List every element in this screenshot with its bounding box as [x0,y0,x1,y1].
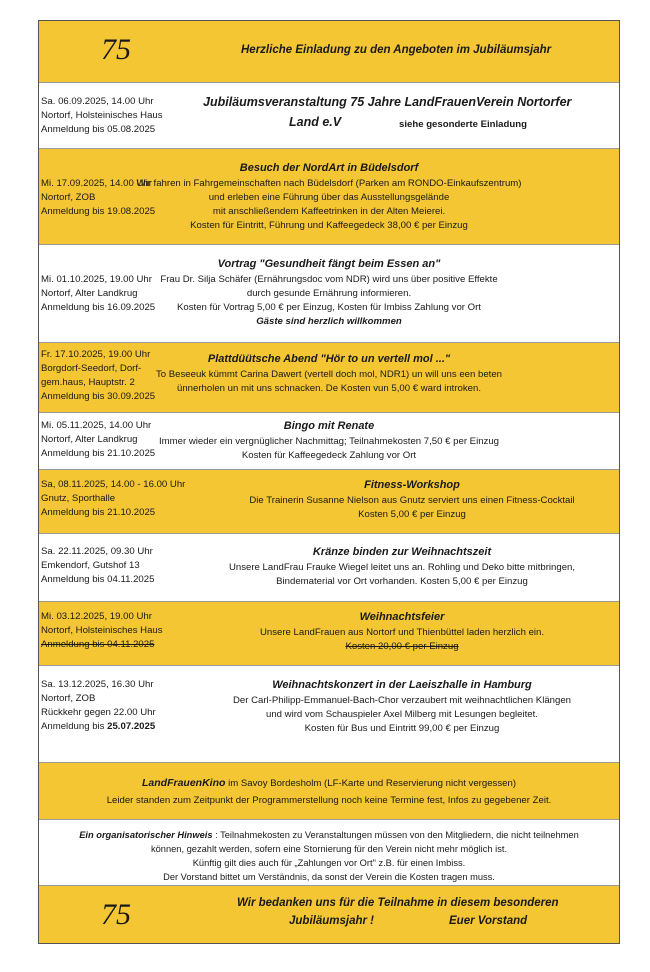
event-line: Die Trainerin Susanne Nielson aus Gnutz serviert uns einen Fitness-Cocktail [249,495,575,506]
event-line: To Beseeuk kümmt Carina Dawert (vertell doch mol, NDR1) un will uns een beten [155,369,503,380]
event-location: Nortorf, Alter Landkrug [41,434,138,445]
event-row [39,534,619,602]
event-line: Kosten für Bus und Eintritt 99,00 € per Einzug [304,723,500,734]
hint-section [39,820,619,886]
event-registration: Anmeldung bis 21.10.2025 [41,507,156,518]
header-banner [39,21,619,83]
event-details [41,545,201,587]
event-line: Immer wieder ein vergnüglicher Nachmittag; Teilnahmekosten 7,50 € per Einzug [158,436,500,447]
event-line: ünnerholen un mit uns schnacken. De Kosten vun 5,00 € ward introken. [177,383,481,394]
kino-details: im Savoy Bordesholm (LF-Karte und Reservierung nicht vergessen) [225,778,517,789]
event-date: Fr. 17.10.2025, 19.00 Uhr [41,349,151,360]
event-row [39,666,619,763]
footer-anniversary-year: Jubiläumsjahr ! [289,915,374,927]
event-date: Sa, 08.11.2025, 14.00 - 16.00 Uhr [41,479,186,490]
event-location: Nortorf, Holsteinisches Haus [41,110,163,121]
event-location: Emkendorf, Gutshof 13 [41,560,140,571]
hint-label: Ein organisatorischer Hinweis [79,830,213,840]
event-row [39,413,619,470]
event-description [189,678,615,736]
event-description [43,257,615,329]
event-date: Mi. 03.12.2025, 19.00 Uhr [41,611,152,622]
event-line: Kosten für Eintritt, Führung und Kaffeegedeck 38,00 € per Einzug [190,220,468,231]
hint-line: Künftig gilt dies auch für „Zahlungen vor Ort" z.B. für einen Imbiss. [192,858,466,868]
event-title: Vortrag "Gesundheit fängt beim Essen an" [217,258,441,270]
event-line: Bindematerial vor Ort vorhanden. Kosten 5,00 € per Einzug [276,576,528,587]
event-date: Mi. 01.10.2025, 19.00 Uhr [41,274,152,285]
event-line: Der Carl-Philipp-Emmanuel-Bach-Chor verzaubert mit weihnachtlichen Klängen [232,695,572,706]
footer-banner [39,886,619,944]
event-description [43,352,615,396]
event-date: Sa. 13.12.2025, 16.30 Uhr [41,679,154,690]
event-location: Gnutz, Sporthalle [41,493,116,504]
event-location: Borgdorf-Seedorf, Dorf- [41,363,142,374]
event-row [39,245,619,343]
anniversary-number: 75 [101,33,131,66]
hint-text [43,828,615,884]
event-registration: Anmeldung bis 04.11.2025 [41,639,155,650]
event-details [41,610,201,652]
event-row [39,343,619,413]
event-note: siehe gesonderte Einladung [399,119,527,130]
event-details [41,678,201,734]
event-line: Unsere LandFrau Frauke Wiegel leitet uns an. Rohling und Deko bitte mitbringen, [228,562,576,573]
event-registration: Anmeldung bis 16.09.2025 [41,302,156,313]
event-line: Wir fahren in Fahrgemeinschaften nach Büdelsdorf (Parken am RONDO-Einkaufszentrum) [136,178,522,189]
header-title: Herzliche Einladung zu den Angeboten im Jubiläumsjahr [241,44,552,56]
footer-thanks: Wir bedanken uns für die Teilnahme in diesem besonderen [237,897,559,909]
event-date: Mi. 05.11.2025, 14.00 Uhr [41,420,152,431]
event-guests-note: Gäste sind herzlich willkommen [256,316,402,327]
event-date: Sa. 06.09.2025, 14.00 Uhr [41,96,154,107]
event-title: Kränze binden zur Weihnachtszeit [312,546,492,558]
footer-signature: Euer Vorstand [449,915,528,927]
event-registration: Anmeldung bis 19.08.2025 [41,206,156,217]
event-line: und erleben eine Führung über das Ausstellungsgelände [208,192,450,203]
event-date: Sa. 22.11.2025, 09.30 Uhr [41,546,153,557]
event-title: Weihnachtskonzert in der Laeiszhalle in Hamburg [272,679,532,691]
event-line: Kosten für Vortrag 5,00 € per Einzug, Kosten für Imbiss Zahlung vor Ort [177,302,481,313]
event-location: Nortorf, Alter Landkrug [41,288,138,299]
event-description [189,545,615,589]
registration-prefix: Anmeldung bis [41,721,108,732]
event-title: Weihnachtsfeier [359,611,445,623]
event-line: und wird vom Schauspieler Axel Milberg mit Lesungen begleitet. [266,709,538,720]
event-line: Unsere LandFrauen aus Nortorf und Thienbüttel laden herzlich ein. [259,627,545,638]
event-title: Bingo mit Renate [283,420,375,432]
event-line: Kosten 20,00 € per Einzug [345,641,459,652]
event-location: Nortorf, ZOB [41,192,96,203]
event-line: Kosten für Kaffeegedeck Zahlung vor Ort [241,450,417,461]
event-registration [41,720,201,734]
event-row [39,83,619,149]
event-registration: Anmeldung bis 30.09.2025 [41,391,156,402]
event-line: Kosten 5,00 € per Einzug [358,509,466,520]
event-description [43,161,615,233]
event-registration: Anmeldung bis 04.11.2025 [41,574,155,585]
registration-date: 25.07.2025 [107,721,156,732]
hint-line: können, gezahlt werden, sofern eine Stornierung für den Verein nicht mehr möglich ist. [150,844,508,854]
hint-line: Der Vorstand bittet um Verständnis, da sonst der Verein die Kosten tragen muss. [163,872,495,882]
event-registration: Anmeldung bis 21.10.2025 [41,448,156,459]
event-row [39,470,619,534]
event-return-time: Rückkehr gegen 22.00 Uhr [41,707,156,718]
event-line: Frau Dr. Silja Schäfer (Ernährungsdoc vom NDR) wird uns über positive Effekte [160,274,498,285]
kino-banner [39,763,619,820]
event-location: Nortorf, Holsteinisches Haus [41,625,163,636]
event-line: mit anschließendem Kaffeetrinken in der Alten Meierei. [212,206,446,217]
event-location: Nortorf, ZOB [41,693,96,704]
event-date: Mi. 17.09.2025, 14.00 Uhr [41,178,152,189]
event-description [209,478,615,522]
event-row [39,602,619,666]
event-details [41,95,201,137]
anniversary-number: 75 [101,898,131,931]
event-row [39,149,619,245]
event-title: Besuch der NordArt in Büdelsdorf [239,162,419,174]
hint-line: : Teilnahmekosten zu Veranstaltungen müssen von den Mitgliedern, die nicht teilnehmen [212,830,579,840]
event-location-continued: gem.haus, Hauptstr. 2 [41,377,135,388]
event-description [189,610,615,654]
event-title: Plattdüütsche Abend "Hör to un vertell mol ..." [207,353,451,365]
event-line: durch gesunde Ernährung informieren. [246,288,412,299]
event-registration: Anmeldung bis 05.08.2025 [41,124,156,135]
event-title: Jubiläumsveranstaltung 75 Jahre LandFrauenVerein Nortorfer [203,95,572,109]
flyer-sheet [38,20,620,944]
kino-text [43,776,615,808]
kino-note: Leider standen zum Zeitpunkt der Programmerstellung noch keine Termine fest, Infos zu gegebener Zeit. [106,795,552,806]
event-description [43,419,615,463]
kino-title: LandFrauenKino [141,777,226,789]
event-title-continued: Land e.V [289,115,342,129]
event-title: Fitness-Workshop [364,479,460,491]
event-details [41,478,201,520]
